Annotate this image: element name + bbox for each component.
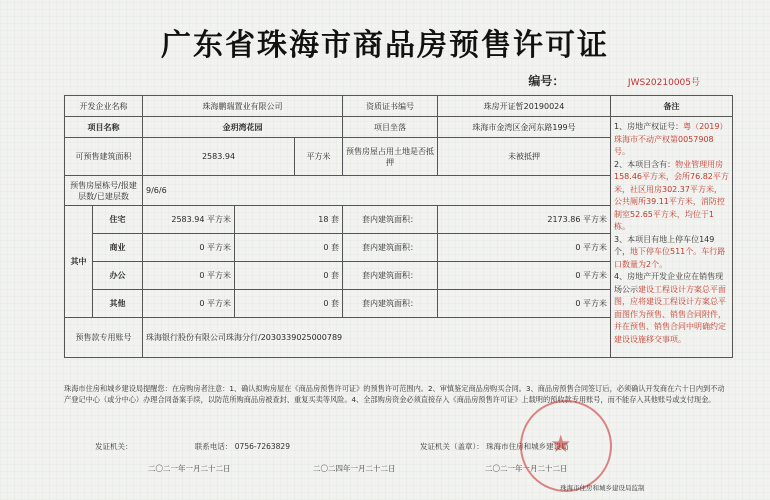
inner-area-value: 0 平方米 xyxy=(438,290,611,318)
inner-area-value: 0 平方米 xyxy=(438,262,611,290)
usage-sets: 0 套 xyxy=(235,262,343,290)
remark-1: 1、房地产权证号：粤（2019）珠海市不动产权第0057908号。 xyxy=(614,122,728,156)
usage-group-label: 其中 xyxy=(65,206,93,318)
usage-sets: 0 套 xyxy=(235,290,343,318)
number-value: JWS20210005号 xyxy=(627,78,700,88)
usage-sets: 18 套 xyxy=(235,206,343,234)
phone-label: 联系电话： xyxy=(194,442,233,451)
footer-text: 珠海市住房和城乡建设局监制 xyxy=(560,484,645,492)
remark-content xyxy=(611,117,733,358)
issuer-value: 珠海市住房和城乡建设局 xyxy=(486,442,569,451)
issuer-label: 发证机关（盖章）： xyxy=(420,442,484,451)
notice-text xyxy=(64,384,730,405)
usage-type: 商业 xyxy=(93,234,143,262)
developer-label: 开发企业名称 xyxy=(65,96,143,117)
page-title: 广东省珠海市商品房预售许可证 xyxy=(161,28,609,63)
usage-area: 0 平方米 xyxy=(143,234,235,262)
qualification-number: 珠房开证暂20190024 xyxy=(438,96,611,117)
inner-area-label: 套内建筑面积： xyxy=(343,206,438,234)
mortgage-label: 预售房屋占用土地是否抵押 xyxy=(343,138,438,176)
inner-area-value: 0 平方米 xyxy=(438,234,611,262)
usage-area: 2583.94 平方米 xyxy=(143,206,235,234)
usage-type: 其他 xyxy=(93,290,143,318)
issue-office-label: 发证机关： xyxy=(95,442,133,451)
building-value: 9/6/6 xyxy=(143,176,611,206)
inner-area-label: 套内建筑面积： xyxy=(343,234,438,262)
remark-2: 2、本项目含有：物业管理用房158.46平方米，会所76.82平方米，社区用房302.37平方米，公共厕所39.11平方米，消防控制室52.65平方米，均位于1栋。 xyxy=(614,159,729,231)
remark-label: 备注 xyxy=(611,96,733,117)
certificate-number xyxy=(528,72,700,89)
mortgage-value: 未被抵押 xyxy=(438,138,611,176)
inner-area-label: 套内建筑面积： xyxy=(343,290,438,318)
date-1: 二〇二一年一月二十二日 xyxy=(148,464,231,473)
seal-star-icon: ★ xyxy=(550,430,572,458)
inner-area-label: 套内建筑面积： xyxy=(343,262,438,290)
area-label: 可预售建筑面积 xyxy=(65,138,143,176)
usage-area: 0 平方米 xyxy=(143,262,235,290)
location-value: 珠海市金湾区金河东路199号 xyxy=(438,117,611,138)
date-3: 二〇二一年一月二十二日 xyxy=(485,464,568,473)
qualification-label: 资质证书编号 xyxy=(343,96,438,117)
inner-area-value: 2173.86 平方米 xyxy=(438,206,611,234)
location-label: 项目坐落 xyxy=(343,117,438,138)
number-label: 编号： xyxy=(528,74,565,88)
building-label: 预售房屋栋号/报建层数/已建层数 xyxy=(65,176,143,206)
developer-name: 珠海鹏瑞置业有限公司 xyxy=(143,96,343,117)
account-label: 预售款专用账号 xyxy=(65,318,143,358)
certificate-table xyxy=(64,95,733,358)
usage-sets: 0 套 xyxy=(235,234,343,262)
remark-4: 4、房地产开发企业应在销售现场公示建设工程设计方案总平面图，应将建设工程设计方案总平面图作为预售、销售合同附件，并在预售、销售合同中明确约定建设设施移交事项。 xyxy=(614,272,726,344)
notice-label: 珠海市住房和城乡建设局提醒您： xyxy=(64,384,172,393)
project-label: 项目名称 xyxy=(65,117,143,138)
notice-body: 在房购房者注意：1、确认拟购房屋在《商品房预售许可证》的预售许可范围内。2、审慎鉴定商品房购买合同。3、商品房预售合同签订后，必须确认开发商在六十日内到不动产登记中心（或分中心）办理合同备案手续，以防范所购商品房被查封、重复买卖等风险。4、全部购房资金必须直接存入《商品房预售许可证》上载明的预收款专用账号，而不能存入其他账号或支付现金。 xyxy=(64,384,725,404)
usage-type: 办公 xyxy=(93,262,143,290)
issuing-office xyxy=(95,441,290,452)
phone-value: 0756-7263829 xyxy=(234,442,290,451)
project-name: 金玥湾花园 xyxy=(143,117,343,138)
area-value: 2583.94 xyxy=(143,138,295,176)
account-value: 珠海银行股份有限公司珠海分行/2030339025000789 xyxy=(143,318,611,358)
remark-3: 3、本项目有地上停车位149个，地下停车位511个。车行路口数量为2个。 xyxy=(614,234,726,269)
date-2: 二〇二四年一月二十二日 xyxy=(313,464,396,473)
area-unit: 平方米 xyxy=(295,138,343,176)
usage-type: 住宅 xyxy=(93,206,143,234)
usage-area: 0 平方米 xyxy=(143,290,235,318)
